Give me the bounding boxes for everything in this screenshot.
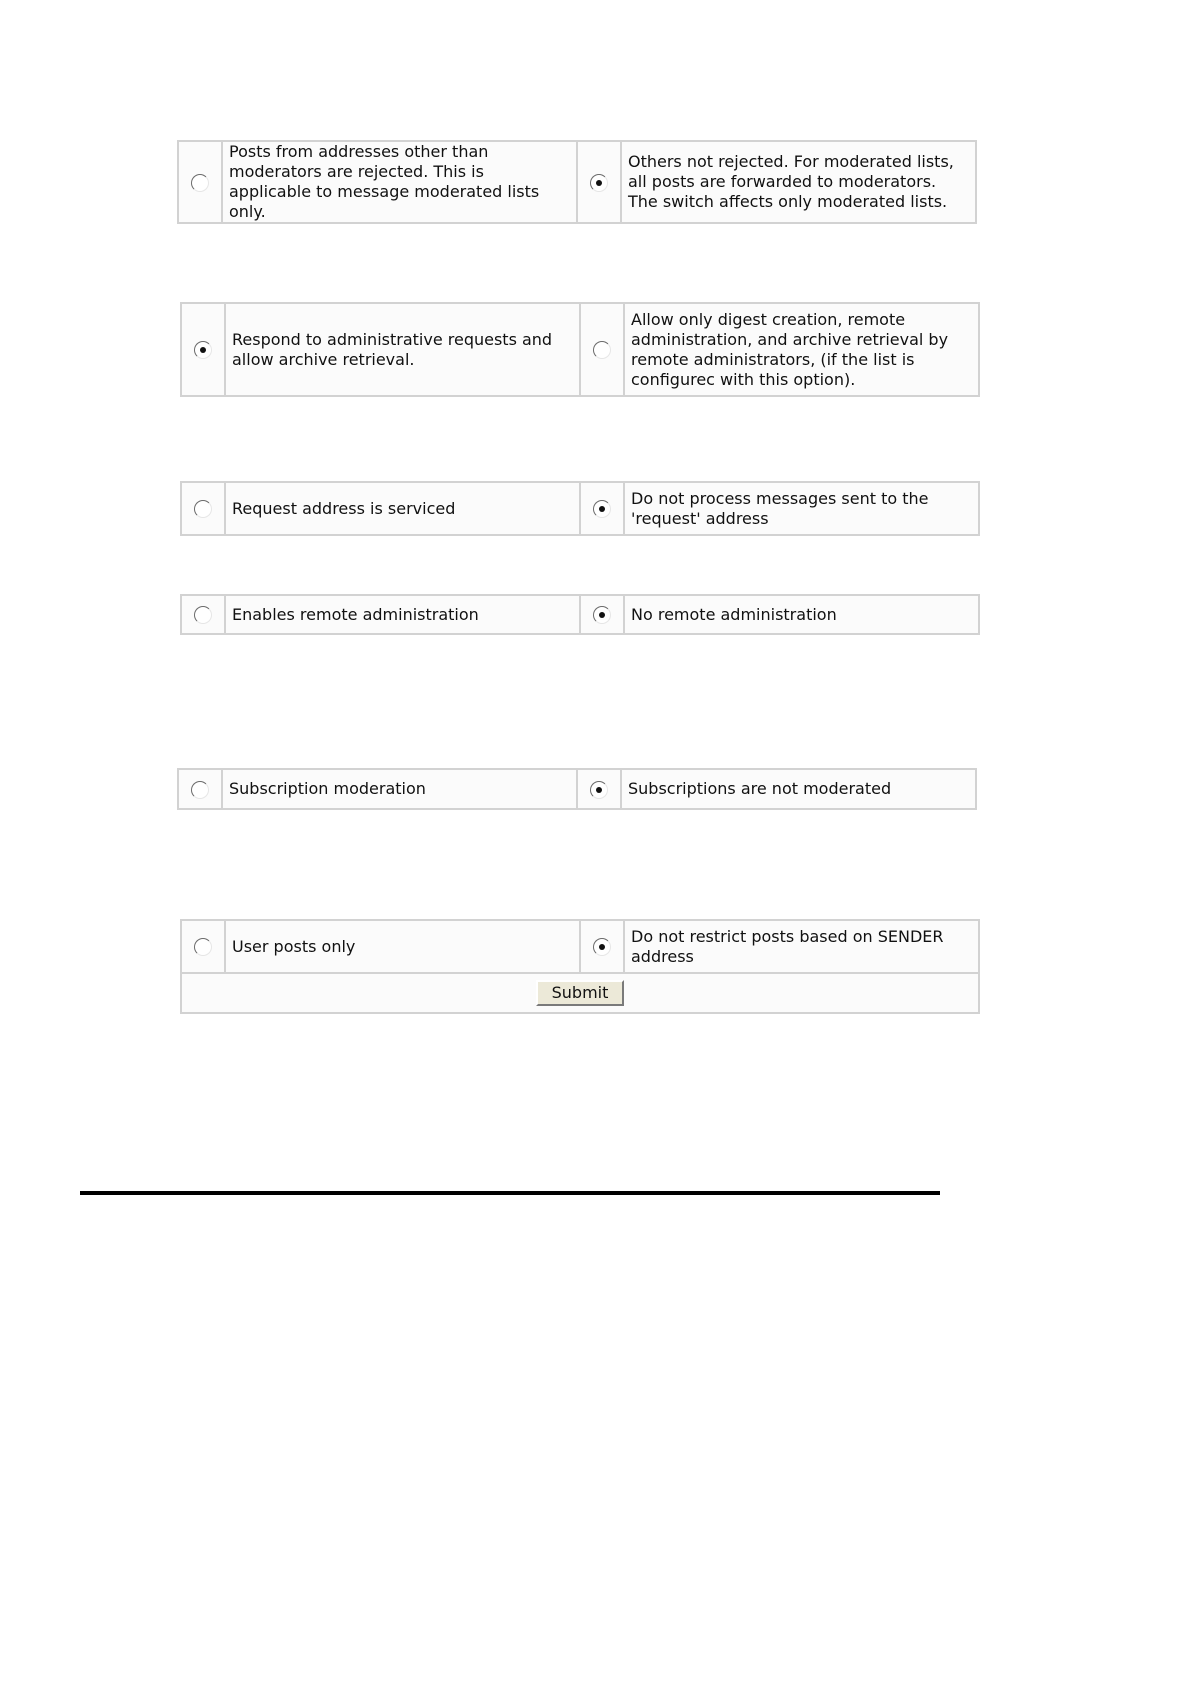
option-label-others-not-rejected: Others not rejected. For moderated lists, all posts are forwarded to moderators. The switch affects only moderated lists. [621, 141, 976, 223]
option-label-subscription-moderation: Subscription moderation [222, 769, 577, 809]
radio-cell [580, 595, 624, 634]
radio-subscriptions-not-moderated[interactable] [590, 781, 608, 799]
radio-cell [181, 482, 225, 535]
radio-cell [178, 769, 222, 809]
radio-others-not-rejected[interactable] [590, 174, 608, 192]
radio-digest-only[interactable] [593, 341, 611, 359]
radio-cell [580, 920, 624, 973]
radio-no-remote-admin[interactable] [593, 606, 611, 624]
radio-cell [580, 482, 624, 535]
option-group-sender-restriction [180, 919, 980, 1014]
option-label-request-not-processed: Do not process messages sent to the 'request' address [624, 482, 979, 535]
option-label-digest-only: Allow only digest creation, remote administration, and archive retrieval by remote administrators, (if the list is configurec with this option). [624, 303, 979, 396]
radio-remote-admin-enabled[interactable] [194, 606, 212, 624]
radio-no-sender-restriction[interactable] [593, 938, 611, 956]
submit-button[interactable]: Submit [536, 980, 625, 1006]
radio-cell [181, 303, 225, 396]
option-label-reject-non-moderators: Posts from addresses other than moderators are rejected. This is applicable to message moderated lists only. [222, 141, 577, 223]
radio-cell [181, 595, 225, 634]
radio-cell [178, 141, 222, 223]
radio-request-serviced[interactable] [194, 500, 212, 518]
option-group-subscription-moderation [177, 768, 977, 810]
option-group-remote-admin [180, 594, 980, 635]
radio-request-not-processed[interactable] [593, 500, 611, 518]
option-label-request-serviced: Request address is serviced [225, 482, 580, 535]
radio-subscription-moderation[interactable] [191, 781, 209, 799]
radio-cell [580, 303, 624, 396]
submit-row [181, 973, 979, 1013]
option-label-respond-admin-requests: Respond to administrative requests and allow archive retrieval. [225, 303, 580, 396]
radio-cell [577, 141, 621, 223]
radio-cell [181, 920, 225, 973]
option-group-moderator-posts [177, 140, 977, 224]
option-group-admin-requests [180, 302, 980, 397]
option-label-subscriptions-not-moderated: Subscriptions are not moderated [621, 769, 976, 809]
option-label-no-sender-restriction: Do not restrict posts based on SENDER address [624, 920, 979, 973]
horizontal-rule [80, 1191, 940, 1195]
option-group-request-address [180, 481, 980, 536]
radio-respond-admin-requests[interactable] [194, 341, 212, 359]
option-label-remote-admin-enabled: Enables remote administration [225, 595, 580, 634]
radio-cell [577, 769, 621, 809]
radio-reject-non-moderators[interactable] [191, 174, 209, 192]
radio-user-posts-only[interactable] [194, 938, 212, 956]
option-label-no-remote-admin: No remote administration [624, 595, 979, 634]
option-label-user-posts-only: User posts only [225, 920, 580, 973]
